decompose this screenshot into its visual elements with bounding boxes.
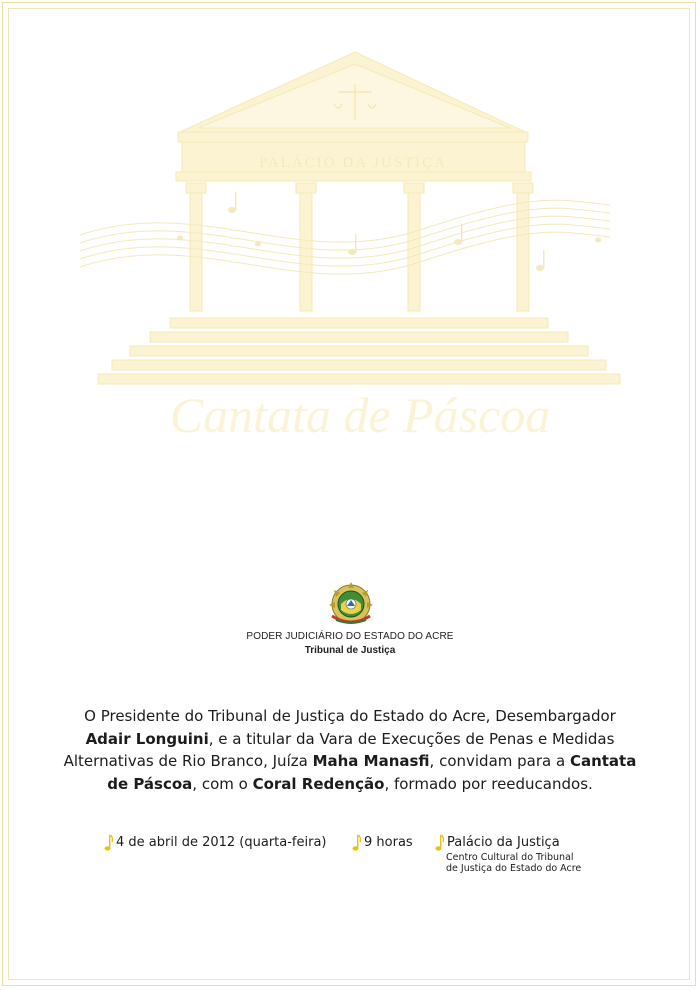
watermark-building-label: PALÁCIO DA JUSTIÇA (259, 155, 447, 171)
venue-subtitle-1: Centro Cultural do Tribunal (446, 852, 574, 863)
venue-subtitle-2: de Justiça do Estado do Acre (446, 863, 582, 874)
music-note-icon (435, 834, 445, 852)
org-name: PODER JUDICIÁRIO DO ESTADO DO ACRE (246, 631, 454, 642)
event-time: 9 horas (364, 835, 413, 850)
invitation-text-part: , e a titular da Vara de Execuções de Penas e Medidas Alternativas de Rio Branco, Juíza (63, 729, 615, 770)
judge-name: Maha Manasfi (312, 752, 430, 770)
music-note-icon (352, 834, 362, 852)
event-venue: Palácio da Justiça (447, 835, 560, 850)
invitation-text (60, 705, 640, 795)
choir-name: Coral Redenção (252, 774, 385, 793)
music-note-icon (104, 834, 114, 852)
palace-watermark (0, 0, 700, 460)
event-name: Cantata de Páscoa (107, 752, 637, 793)
invitation-text-part: O Presidente do Tribunal de Justiça do Estado do Acre, Desembargador (84, 707, 616, 725)
watermark-event-script: Cantata de Páscoa (169, 387, 551, 443)
coat-of-arms-icon (324, 580, 378, 630)
invitation-text-part: , com o (192, 774, 253, 793)
org-subname: Tribunal de Justiça (304, 645, 396, 656)
invitation-text-part: , convidam para a (429, 752, 570, 770)
invitation-text-part: , formado por reeducandos. (384, 774, 593, 793)
president-name: Adair Longuini (85, 729, 209, 748)
event-date: 4 de abril de 2012 (quarta-feira) (116, 835, 327, 850)
